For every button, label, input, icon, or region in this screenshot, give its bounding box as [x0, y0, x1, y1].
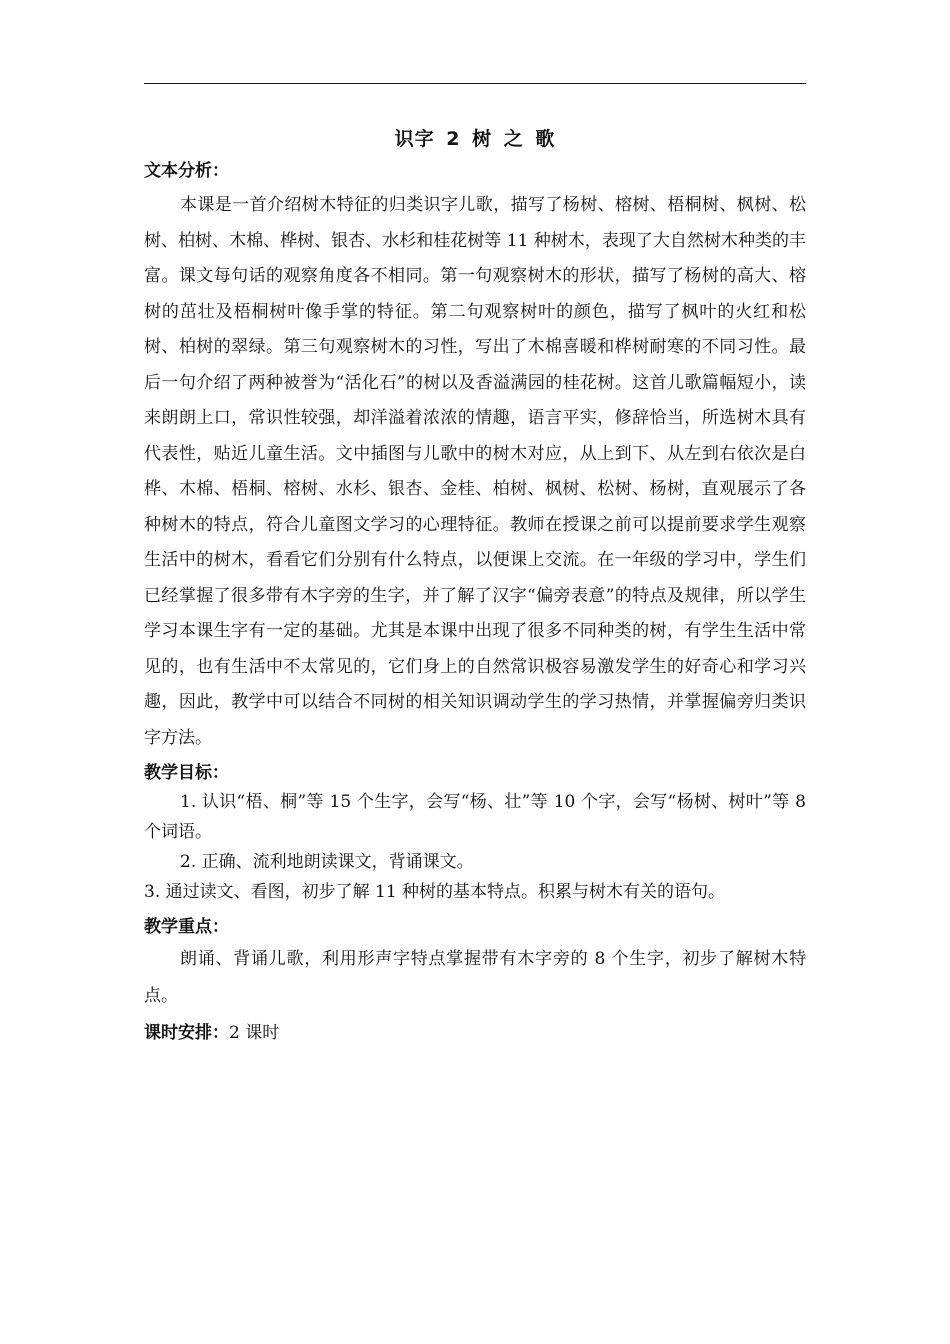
- schedule-label: 课时安排：: [144, 1023, 229, 1043]
- objectives-heading: 教学目标：: [144, 763, 229, 783]
- analysis-heading: 文本分析：: [144, 161, 229, 181]
- header-rule: [144, 83, 806, 84]
- objective-item: 3. 通过读文、看图，初步了解 11 种树的基本特点。积累与树木有关的语句。: [144, 882, 726, 902]
- schedule-line: [144, 1019, 806, 1047]
- keypoints-paragraph: 朗诵、背诵儿歌，利用形声字特点掌握带有木字旁的 8 个生字，初步了解树木特点。: [144, 949, 806, 1006]
- lesson-title: 识字 2 树 之 歌: [394, 128, 556, 150]
- document-body: [144, 157, 806, 1047]
- schedule-value: 2 课时: [229, 1023, 280, 1043]
- objective-item: 1. 认识“梧、桐”等 15 个生字，会写“杨、壮”等 10 个字，会写“杨树、树叶”等 8 个词语。: [144, 792, 806, 842]
- objectives-list: [144, 787, 806, 907]
- objective-item: 2. 正确、流利地朗读课文，背诵课文。: [180, 852, 474, 872]
- analysis-paragraph: 本课是一首介绍树木特征的归类识字儿歌，描写了杨树、榕树、梧桐树、枫树、松树、柏树、木棉、桦树、银杏、水杉和桂花树等 11 种树木，表现了大自然树木种类的丰富。课文每句话的观察角度各不相同。第一句观察树木的形状，描写了杨树的高大、榕树的茁壮及梧桐树叶像手掌的特征。第二句观察树叶的颜色，描写了枫叶的火红和松树、柏树的翠绿。第三句观察树木的习性，写出了木棉喜暖和桦树耐寒的不同习性。最后一句介绍了两种被誉为“活化石”的树以及香溢满园的桂花树。这首儿歌篇幅短小，读来朗朗上口，常识性较强，却洋溢着浓浓的情趣，语言平实，修辞恰当，所选树木具有代表性，贴近儿童生活。文中插图与儿歌中的树木对应，从上到下、从左到右依次是白桦、木棉、梧桐、榕树、水杉、银杏、金桂、柏树、枫树、松树、杨树，直观展示了各种树木的特点，符合儿童图文学习的心理特征。教师在授课之前可以提前要求学生观察生活中的树木，看看它们分别有什么特点，以便课上交流。在一年级的学习中，学生们已经掌握了很多带有木字旁的生字，并了解了汉字“偏旁表意”的特点及规律，所以学生学习本课生字有一定的基础。尤其是本课中出现了很多不同种类的树，有学生生活中常见的，也有生活中不太常见的，它们身上的自然常识极容易激发学生的好奇心和学习兴趣，因此，教学中可以结合不同树的相关知识调动学生的学习热情，并掌握偏旁归类识字方法。: [144, 195, 806, 748]
- keypoints-heading: 教学重点：: [144, 917, 229, 937]
